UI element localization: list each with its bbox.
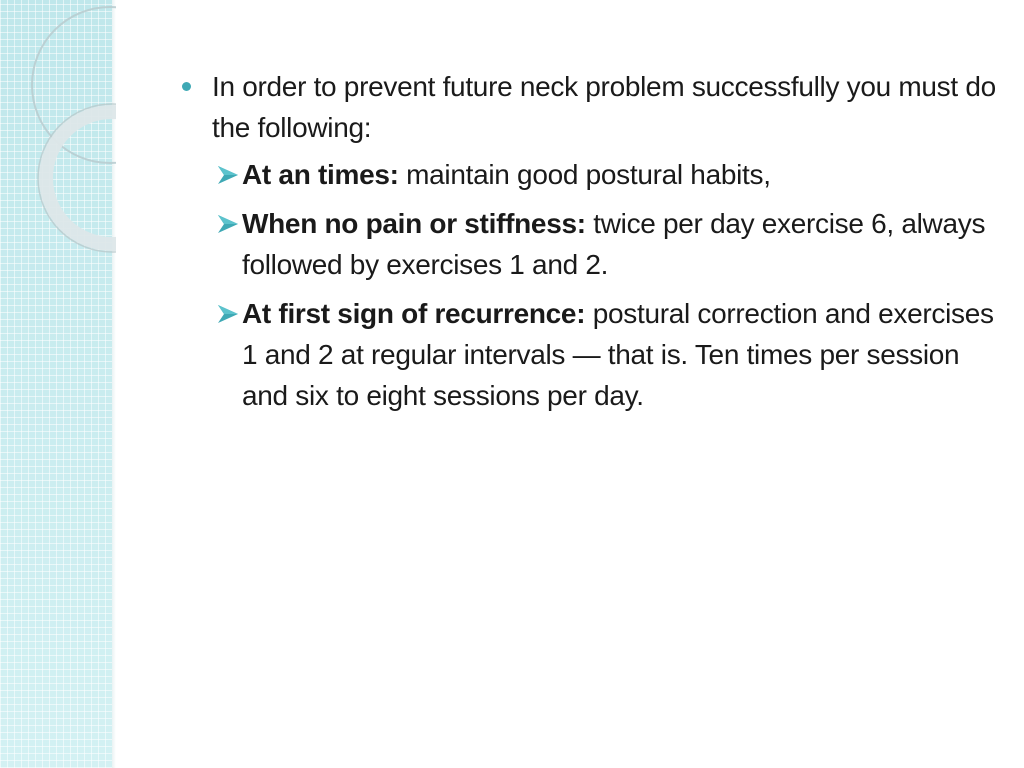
sub-bullet-item	[180, 293, 1000, 416]
arrowhead-bullet-icon	[216, 304, 240, 324]
arrowhead-bullet-icon	[216, 214, 240, 234]
sub-bullet-item	[180, 203, 1000, 285]
sub-bullet-text: twice per day exercise 6, always followed by exercises 1 and 2.	[242, 208, 986, 280]
round-dot-bullet-icon	[182, 82, 191, 91]
sub-bullet-list	[180, 154, 1000, 416]
sub-bullet-lead: When no pain or stiffness:	[242, 208, 586, 239]
arrowhead-bullet-icon	[216, 165, 240, 185]
sub-bullet-lead: At first sign of recurrence:	[242, 298, 586, 329]
slide-content	[180, 66, 1000, 424]
sub-bullet-item	[180, 154, 1000, 195]
decorative-circles	[0, 0, 116, 280]
main-bullet	[180, 66, 1000, 148]
sub-bullet-text: maintain good postural habits,	[398, 159, 771, 190]
main-bullet-text: In order to prevent future neck problem successfully you must do the following:	[212, 71, 996, 143]
sub-bullet-lead: At an times:	[242, 159, 399, 190]
sub-bullet-text: postural correction and exercises 1 and 2 at regular intervals — that is. Ten times per session and six to eight sessions per day.	[242, 298, 994, 411]
